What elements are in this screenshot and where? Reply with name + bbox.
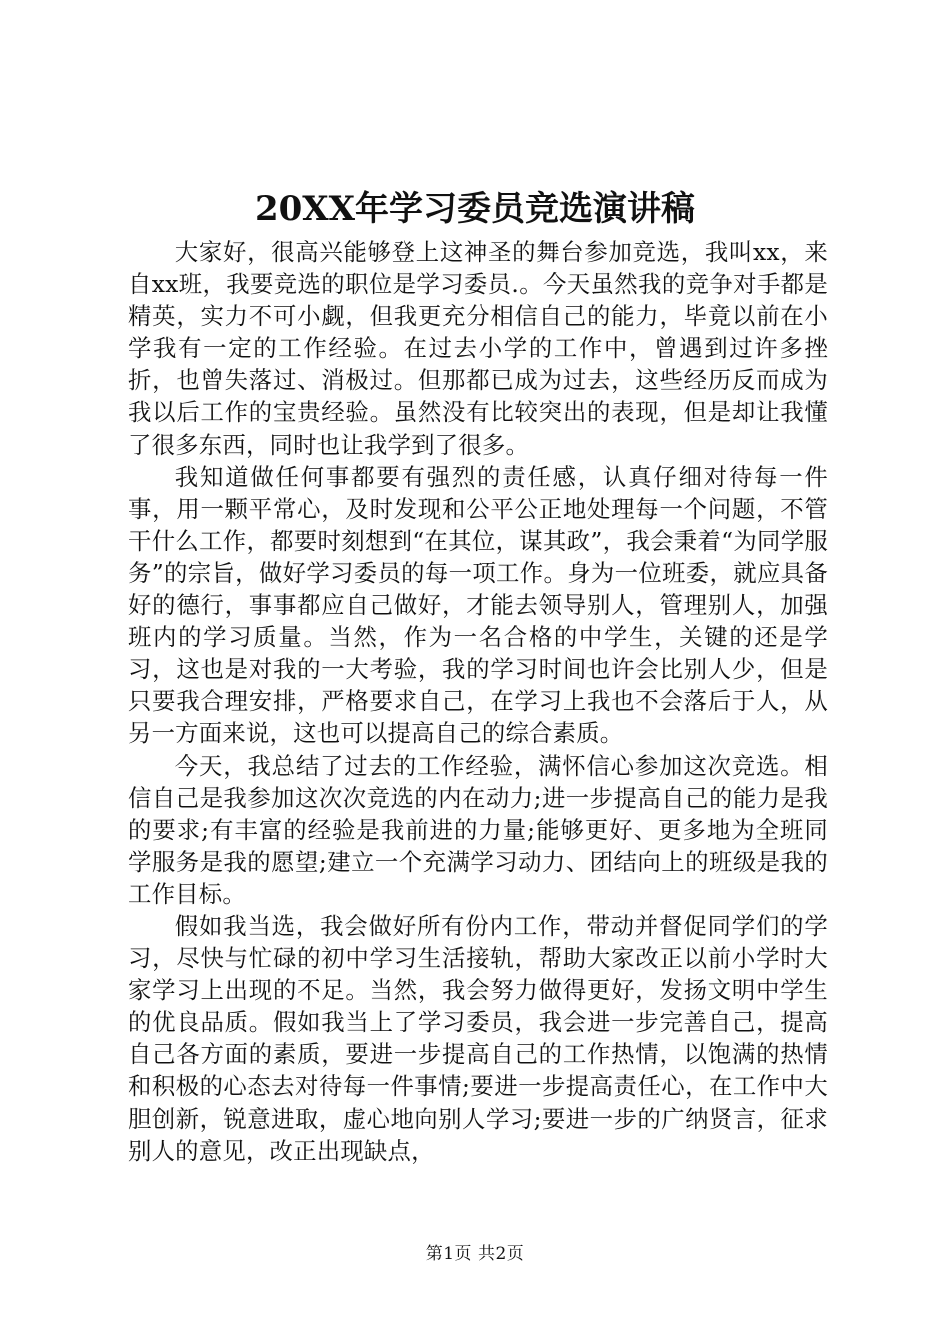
paragraph-1: 大家好，很高兴能够登上这神圣的舞台参加竞选，我叫xx，来自xx班，我要竞选的职位是学习委员.。今天虽然我的竞争对手都是精英，实力不可小觑，但我更充分相信自己的能力，毕竟以前在小学我有一定的工作经验。在过去小学的工作中，曾遇到过许多挫折，也曾失落过、消极过。但那都已成为过去，这些经历反而成为我以后工作的宝贵经验。虽然没有比较突出的表现，但是却让我懂了很多东西，同时也让我学到了很多。 [128, 238, 828, 459]
paragraph-4: 假如我当选，我会做好所有份内工作，带动并督促同学们的学习，尽快与忙碌的初中学习生活接轨，帮助大家改正以前小学时大家学习上出现的不足。当然，我会努力做得更好，发扬文明中学生的优良品质。假如我当上了学习委员，我会进一步完善自己，提高自己各方面的素质，要进一步提高自己的工作热情，以饱满的热情和积极的心态去对待每一件事情;要进一步提高责任心，在工作中大胆创新，锐意进取，虚心地向别人学习;要进一步的广纳贤言，征求别人的意见，改正出现缺点， [128, 911, 828, 1165]
page-number-footer: 第1页 共2页 [425, 1244, 525, 1264]
document-title: 20XX年学习委员竞选演讲稿 [254, 189, 696, 229]
paragraph-3: 今天，我总结了过去的工作经验，满怀信心参加这次竞选。相信自己是我参加这次次竞选的内在动力;进一步提高自己的能力是我的要求;有丰富的经验是我前进的力量;能够更好、更多地为全班同学服务是我的愿望;建立一个充满学习动力、团结向上的班级是我的工作目标。 [128, 751, 828, 908]
document-body [128, 236, 828, 1167]
paragraph-2: 我知道做任何事都要有强烈的责任感，认真仔细对待每一件事，用一颗平常心，及时发现和公平公正地处理每一个问题，不管干什么工作，都要时刻想到“在其位，谋其政”，我会秉着“为同学服务”的宗旨，做好学习委员的每一项工作。身为一位班委，就应具备好的德行，事事都应自己做好，才能去领导别人，管理别人，加强班内的学习质量。当然，作为一名合格的中学生，关键的还是学习，这也是对我的一大考验，我的学习时间也许会比别人少，但是只要我合理安排，严格要求自己，在学习上我也不会落后于人，从另一方面来说，这也可以提高自己的综合素质。 [128, 462, 828, 748]
